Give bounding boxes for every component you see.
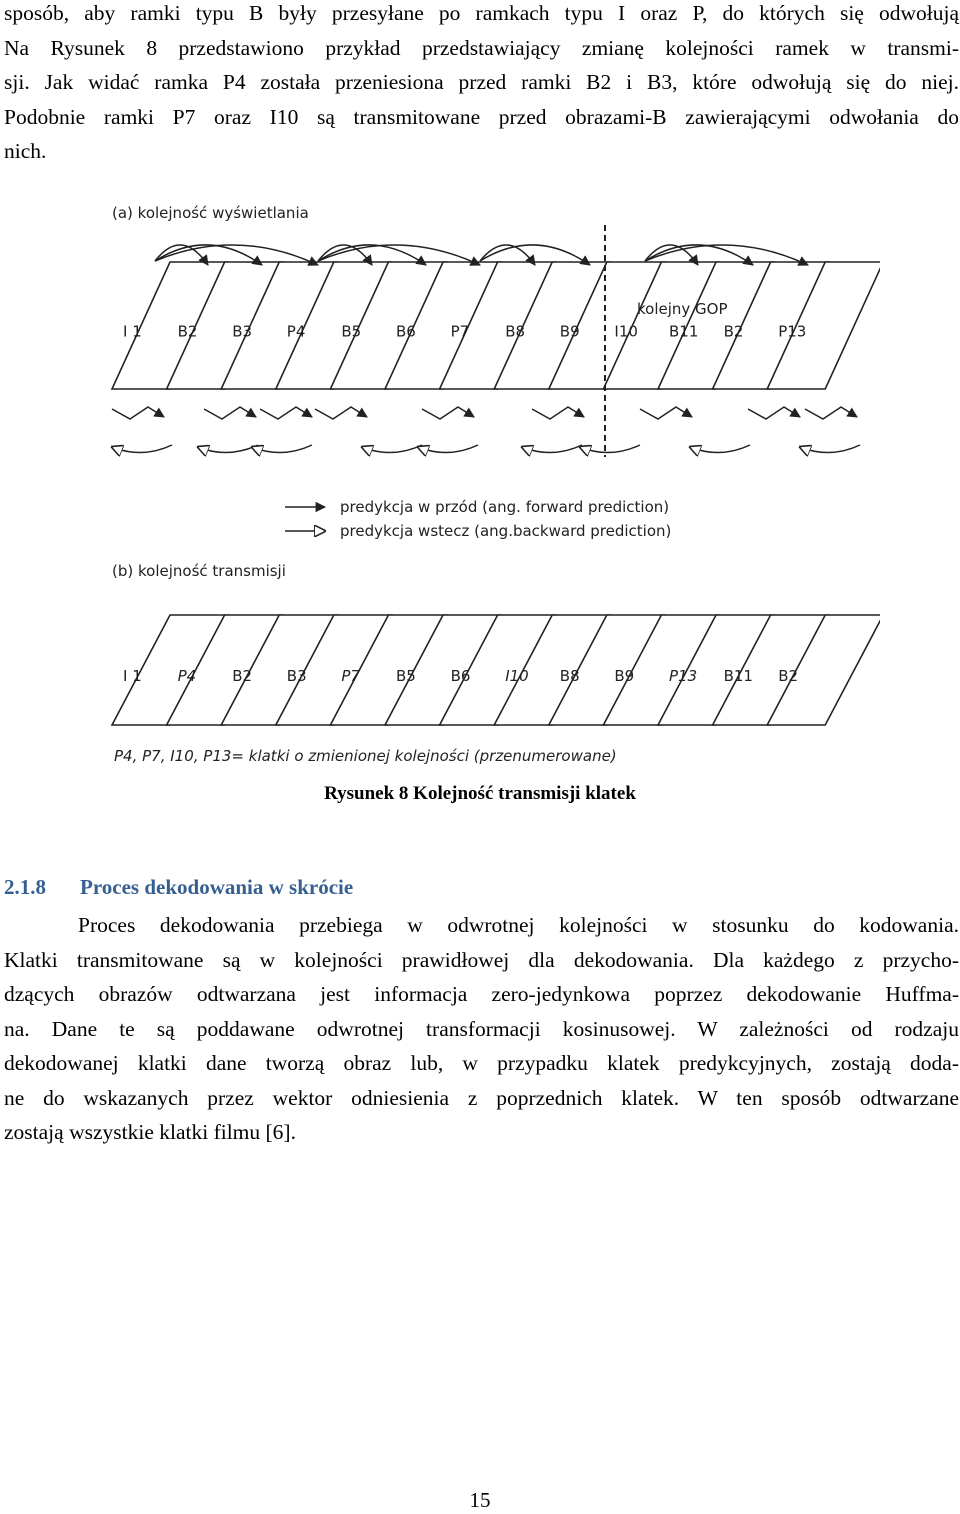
prediction-arrow: [800, 445, 860, 453]
frame-label: B6: [450, 667, 471, 685]
page-number: 15: [469, 1488, 491, 1512]
prediction-arrow: [315, 407, 367, 419]
prediction-arrow: [198, 445, 258, 453]
frame-label: B11: [669, 322, 699, 341]
frame-label: P13: [669, 667, 698, 685]
prediction-arrow: [260, 407, 312, 419]
prediction-arrow: [522, 445, 582, 453]
body-line: Klatki transmitowane są w kolejności prawidłowej dla dekodowania. Dla każdego z przycho-: [4, 947, 959, 972]
prediction-arrow: [690, 445, 750, 453]
prediction-arrow: [204, 407, 256, 419]
frame-label: I 1: [123, 667, 142, 685]
prediction-arrow: [532, 407, 584, 419]
legend-backward: predykcja wstecz (ang.backward prediction): [340, 522, 672, 540]
label-transmission-order: (b) kolejność transmisji: [112, 562, 286, 580]
label-display-order: (a) kolejność wyświetlania: [112, 204, 309, 222]
frame-label: I10: [505, 667, 529, 685]
prediction-arrow: [362, 445, 422, 453]
frame-label: B2: [778, 667, 799, 685]
frame-order-diagram: [100, 195, 880, 770]
legend-forward: predykcja w przód (ang. forward prediction): [340, 498, 670, 516]
body-line: na. Dane te są poddawane odwrotnej transformacji kosinusowej. W zależności od rodzaju: [4, 1016, 959, 1041]
frame-label: B9: [559, 322, 580, 341]
section-number: 2.1.8: [4, 875, 46, 899]
frame-label: B11: [723, 667, 753, 685]
prediction-arrow: [748, 407, 800, 419]
frame-order-figure: [100, 195, 880, 770]
frame-label: B3: [286, 667, 307, 685]
frame-label: B8: [505, 322, 526, 341]
prediction-arrow: [422, 407, 474, 419]
prediction-arrow: [805, 407, 857, 419]
body-line: dzących obrazów odtwarzana jest informacja zero-jedynkowa poprzez dekodowanie Huffma-: [4, 982, 959, 1006]
frame-label: B5: [396, 667, 416, 685]
body-line: zostają wszystkie klatki filmu [6].: [4, 1120, 296, 1144]
frame-label: I10: [614, 322, 638, 341]
frame-label: P7: [450, 322, 470, 341]
prediction-arrow: [252, 445, 312, 453]
intro-line: Podobnie ramki P7 oraz I10 są transmitowane przed obrazami-B zawierającymi odwołania do: [4, 104, 959, 129]
frame-label: B8: [559, 667, 580, 685]
intro-line: sposób, aby ramki typu B były przesyłane po ramkach typu I oraz P, do których się odwołują: [4, 1, 959, 25]
section-title: Proces dekodowania w skrócie: [80, 875, 354, 899]
frame-label: P4: [177, 667, 197, 685]
reordered-frames-note: P4, P7, I10, P13= klatki o zmienionej kolejności (przenumerowane): [114, 747, 617, 765]
frame-label: B2: [723, 322, 744, 341]
intro-line: Na Rysunek 8 przedstawiono przykład przedstawiający zmianę kolejności ramek w transmi-: [4, 35, 959, 60]
frame-label: I 1: [123, 322, 142, 341]
transmission-order-frames: [112, 615, 880, 725]
frame-label: B2: [232, 667, 253, 685]
prediction-arrow: [112, 445, 172, 453]
legend: [285, 498, 671, 540]
frame-label: B9: [614, 667, 635, 685]
gop-label: kolejny GOP: [637, 300, 728, 318]
prediction-arrow: [418, 445, 478, 453]
prediction-arrow: [640, 407, 692, 419]
frame-label: B6: [396, 322, 416, 341]
prediction-arrow: [112, 407, 164, 419]
frame-label: P7: [341, 667, 360, 685]
body-paragraph: [4, 908, 959, 1150]
frame-label: P4: [286, 322, 306, 341]
body-line: dekodowanej klatki dane tworzą obraz lub, w przypadku klatek predykcyjnych, zostają doda-: [4, 1051, 959, 1075]
body-line: Proces dekodowania przebiega w odwrotnej kolejności w stosunku do kodowania.: [78, 913, 959, 937]
frame-label: B5: [341, 322, 362, 341]
intro-paragraph: [4, 0, 959, 169]
frame-label: B3: [232, 322, 253, 341]
section-heading: [4, 875, 353, 900]
frame-label: B2: [177, 322, 198, 341]
intro-line: nich.: [4, 139, 47, 163]
figure-caption: Rysunek 8 Kolejność transmisji klatek: [324, 783, 636, 804]
intro-line: sji. Jak widać ramka P4 została przeniesiona przed ramki B2 i B3, które odwołują się do niej.: [4, 70, 959, 94]
frame-label: P13: [778, 322, 807, 341]
prediction-arrow: [580, 445, 640, 453]
body-line: ne do wskazanych przez wektor odniesienia z poprzednich klatek. W ten sposób odtwarzane: [4, 1085, 959, 1110]
display-order-frames: [112, 262, 880, 389]
